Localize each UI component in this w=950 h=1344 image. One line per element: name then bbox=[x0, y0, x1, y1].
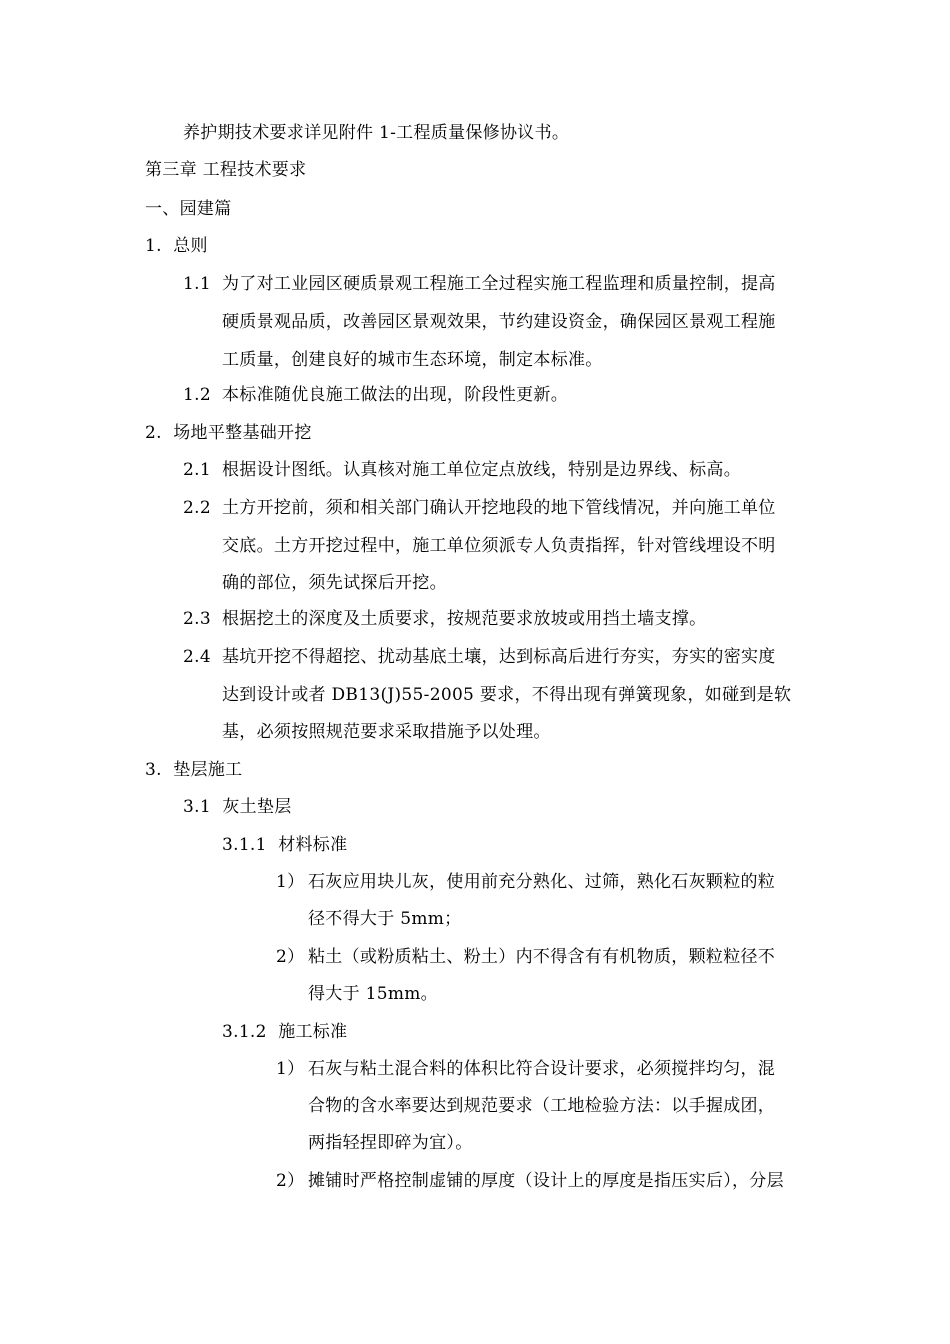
clause-number: 2.3 bbox=[183, 609, 211, 629]
clause-text: 硬质景观品质，改善园区景观效果，节约建设资金，确保园区景观工程施 bbox=[222, 312, 776, 332]
clause-number: 2.4 bbox=[183, 647, 211, 667]
clause-text: 工质量，创建良好的城市生态环境，制定本标准。 bbox=[222, 350, 603, 370]
clause-text: 土方开挖前，须和相关部门确认开挖地段的地下管线情况，并向施工单位 bbox=[222, 498, 776, 518]
list-item-text: 径不得大于 5mm； bbox=[308, 909, 462, 929]
list-number: 2） bbox=[276, 947, 305, 967]
clause-number: 1.1 bbox=[183, 274, 211, 294]
list-number: 1） bbox=[276, 1059, 305, 1079]
list-item-text: 石灰与粘土混合料的体积比符合设计要求，必须搅拌均匀，混 bbox=[308, 1059, 776, 1079]
chapter-heading: 第三章 工程技术要求 bbox=[145, 160, 307, 180]
subsubsection-heading: 3.1.2 施工标准 bbox=[222, 1022, 348, 1042]
clause-text: 根据设计图纸。认真核对施工单位定点放线，特别是边界线、标高。 bbox=[222, 460, 741, 480]
section-heading: 1. 总则 bbox=[145, 236, 208, 256]
clause-number: 2.2 bbox=[183, 498, 211, 518]
subsubsection-heading: 3.1.1 材料标准 bbox=[222, 835, 348, 855]
list-item-text: 摊铺时严格控制虚铺的厚度（设计上的厚度是指压实后），分层 bbox=[308, 1171, 784, 1191]
list-item-text: 得大于 15mm。 bbox=[308, 984, 438, 1004]
clause-text: 基坑开挖不得超挖、扰动基底土壤，达到标高后进行夯实，夯实的密实度 bbox=[222, 647, 776, 667]
section-heading: 3. 垫层施工 bbox=[145, 760, 243, 780]
clause-text: 确的部位，须先试探后开挖。 bbox=[222, 573, 447, 593]
list-item-text: 两指轻捏即碎为宜）。 bbox=[308, 1133, 473, 1153]
section-heading: 2. 场地平整基础开挖 bbox=[145, 423, 312, 443]
clause-text: 本标准随优良施工做法的出现，阶段性更新。 bbox=[222, 385, 568, 405]
intro-text: 养护期技术要求详见附件 1-工程质量保修协议书。 bbox=[183, 123, 570, 143]
clause-text: 基，必须按照规范要求采取措施予以处理。 bbox=[222, 722, 551, 742]
list-item-text: 合物的含水率要达到规范要求（工地检验方法：以手握成团， bbox=[308, 1096, 776, 1116]
clause-number: 1.2 bbox=[183, 385, 211, 405]
subsection-heading: 3.1 灰土垫层 bbox=[183, 797, 292, 817]
part-heading: 一、园建篇 bbox=[145, 199, 232, 219]
clause-text: 根据挖土的深度及土质要求，按规范要求放坡或用挡土墙支撑。 bbox=[222, 609, 707, 629]
clause-number: 2.1 bbox=[183, 460, 211, 480]
clause-text: 达到设计或者 DB13(J)55-2005 要求，不得出现有弹簧现象，如碰到是软 bbox=[222, 685, 792, 705]
clause-text: 为了对工业园区硬质景观工程施工全过程实施工程监理和质量控制，提高 bbox=[222, 274, 776, 294]
clause-text: 交底。土方开挖过程中，施工单位须派专人负责指挥，针对管线埋设不明 bbox=[222, 536, 776, 556]
list-number: 2） bbox=[276, 1171, 305, 1191]
list-item-text: 石灰应用块儿灰，使用前充分熟化、过筛，熟化石灰颗粒的粒 bbox=[308, 872, 776, 892]
list-number: 1） bbox=[276, 872, 305, 892]
list-item-text: 粘土（或粉质粘土、粉土）内不得含有有机物质，颗粒粒径不 bbox=[308, 947, 776, 967]
